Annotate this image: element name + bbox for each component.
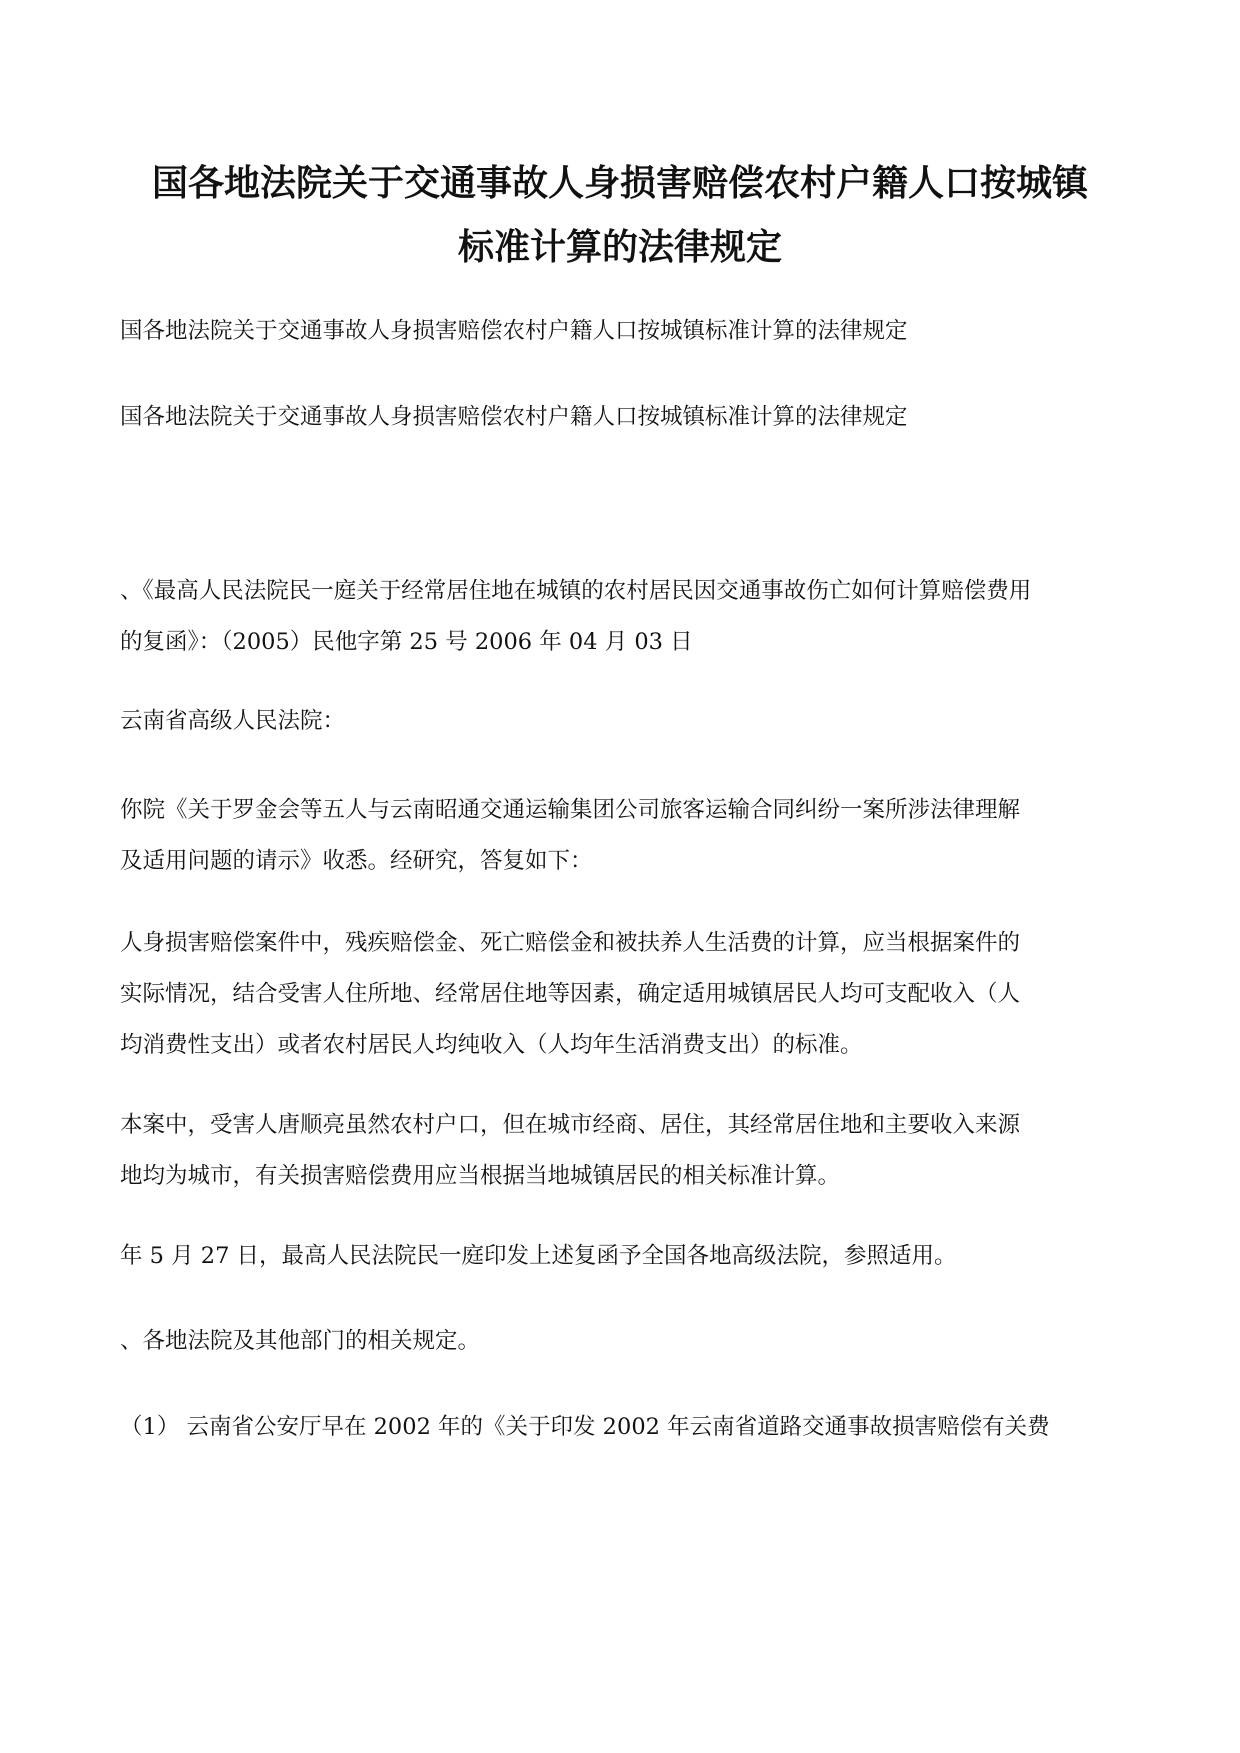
document-title xyxy=(120,152,1120,280)
text-line: 本案中，受害人唐顺亮虽然农村户口，但在城市经商、居住，其经常居住地和主要收入来源 xyxy=(120,1112,1021,1138)
text-line: 你院《关于罗金会等五人与云南昭通交通运输集团公司旅客运输合同纠纷一案所涉法律理解 xyxy=(120,797,1021,823)
text-line: 均消费性支出）或者农村居民人均纯收入（人均年生活消费支出）的标准。 xyxy=(120,1032,863,1058)
body-paragraph xyxy=(120,785,1130,887)
text-line: 人身损害赔偿案件中，残疾赔偿金、死亡赔偿金和被扶养人生活费的计算，应当根据案件的 xyxy=(120,930,1021,956)
reply-letter-heading xyxy=(120,566,1130,668)
subtitle-paragraph: 国各地法院关于交通事故人身损害赔偿农村户籍人口按城镇标准计算的法律规定 xyxy=(120,404,908,430)
section-heading: 、各地法院及其他部门的相关规定。 xyxy=(120,1328,481,1354)
addressee-paragraph: 云南省高级人民法院： xyxy=(120,708,346,734)
text-line: 、《最高人民法院民一庭关于经常居住地在城镇的农村居民因交通事故伤亡如何计算赔偿费用 xyxy=(120,578,1032,604)
text-line: 实际情况，结合受害人住所地、经常居住地等因素，确定适用城镇居民人均可支配收入（人 xyxy=(120,981,1021,1007)
body-paragraph xyxy=(120,1100,1130,1202)
subtitle-paragraph: 国各地法院关于交通事故人身损害赔偿农村户籍人口按城镇标准计算的法律规定 xyxy=(120,318,908,344)
text-line: 地均为城市，有关损害赔偿费用应当根据当地城镇居民的相关标准计算。 xyxy=(120,1163,841,1189)
title-line: 标准计算的法律规定 xyxy=(457,227,782,268)
body-paragraph: 年 5 月 27 日，最高人民法院民一庭印发上述复函予全国各地高级法院，参照适用。 xyxy=(120,1243,957,1269)
body-paragraph xyxy=(120,918,1130,1071)
list-item-paragraph: （1） 云南省公安厅早在 2002 年的《关于印发 2002 年云南省道路交通事故损害赔偿有关费 xyxy=(120,1414,1050,1440)
title-line: 国各地法院关于交通事故人身损害赔偿农村户籍人口按城镇 xyxy=(151,163,1088,204)
text-line: 及适用问题的请示》收悉。经研究，答复如下： xyxy=(120,848,593,874)
text-line: 的复函》：（2005）民他字第 25 号 2006 年 04 月 03 日 xyxy=(120,629,693,655)
